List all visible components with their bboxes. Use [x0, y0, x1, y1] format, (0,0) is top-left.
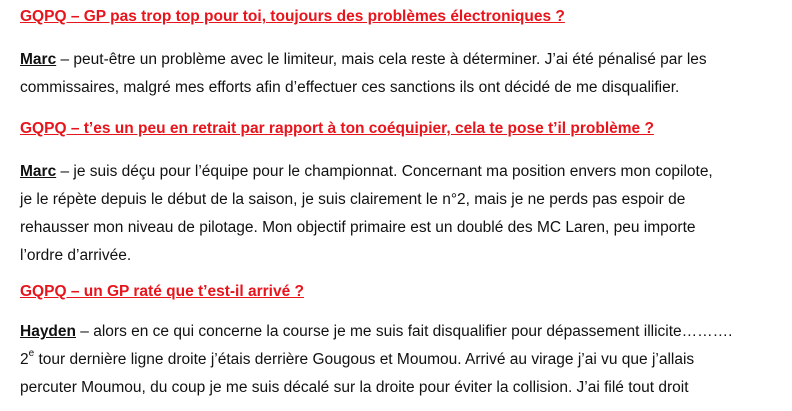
ordinal-number: 2	[20, 351, 29, 368]
answer-text: tour dernière ligne droite j’étais derrière Gougous et Moumou. Arrivé au virage j’ai vu que j’allais	[38, 351, 695, 368]
speaker-name: Hayden	[20, 323, 76, 340]
ordinal-suffix: e	[28, 347, 35, 359]
answer-text: – alors en ce qui concerne la course je me suis fait disqualifier pour dépassement illicite……….	[76, 323, 733, 340]
answer-paragraph	[20, 46, 707, 102]
answer-line: rehausser mon niveau de pilotage. Mon objectif primaire est un doublé des MC Laren, peu importe	[20, 219, 696, 236]
answer-line: je le répète depuis le début de la saison, je suis clairement le n°2, mais je ne perds pas espoir de	[20, 191, 686, 208]
answer-text: – je suis déçu pour l’équipe pour le championnat. Concernant ma position envers mon copilote,	[56, 163, 713, 180]
question-heading: GQPQ – t’es un peu en retrait par rapport à ton coéquipier, cela te pose t’il problème ?	[20, 120, 654, 137]
speaker-name: Marc	[20, 51, 57, 68]
answer-line: l’ordre d’arrivée.	[20, 247, 132, 264]
question-heading: GQPQ – un GP raté que t’est-il arrivé ?	[20, 283, 304, 300]
answer-line	[20, 46, 707, 74]
answer-line	[20, 346, 732, 374]
answer-text: – peut-être un problème avec le limiteur, mais cela reste à déterminer. J’ai été pénalisé par les	[56, 51, 707, 68]
answer-line: percuter Moumou, du coup je me suis décalé sur la droite pour éviter la collision. J’ai filé tout droit	[20, 379, 689, 396]
answer-paragraph	[20, 158, 713, 270]
answer-line	[20, 318, 732, 346]
answer-line: commissaires, malgré mes efforts afin d’effectuer ces sanctions ils ont décidé de me disqualifier.	[20, 79, 680, 96]
answer-paragraph	[20, 318, 732, 402]
speaker-name: Marc	[20, 163, 57, 180]
answer-line	[20, 158, 713, 186]
question-heading: GQPQ – GP pas trop top pour toi, toujours des problèmes électroniques ?	[20, 8, 565, 25]
